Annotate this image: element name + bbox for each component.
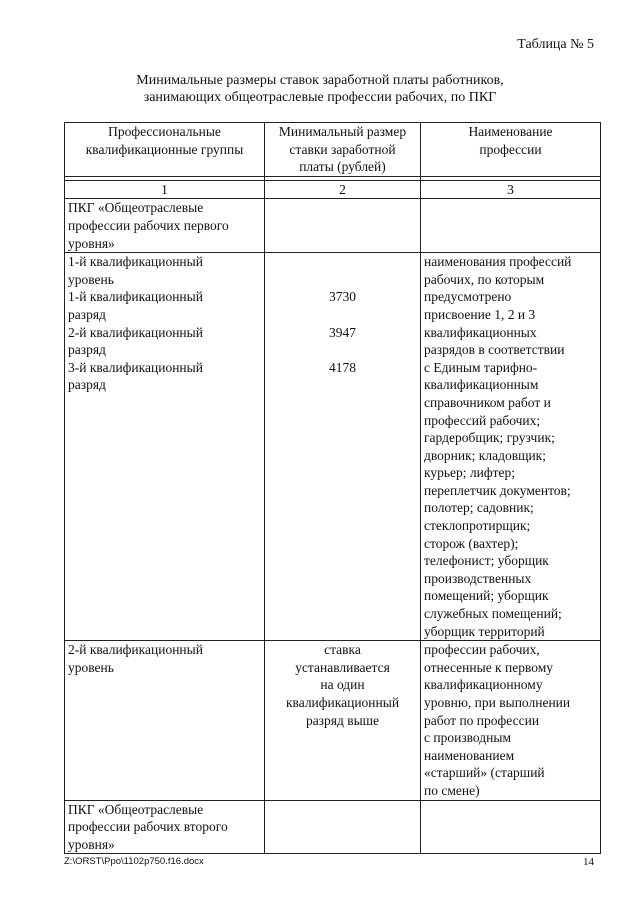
- profession-line: по смене): [424, 782, 480, 798]
- table-number: Таблица № 5: [517, 37, 594, 52]
- pkg2-name: [65, 800, 265, 854]
- profession-line: стеклопротирщик;: [424, 518, 531, 534]
- level1-group-line: уровень: [68, 271, 114, 287]
- profession-line: профессии рабочих,: [424, 642, 540, 658]
- level1-group-line: разряд: [68, 306, 106, 322]
- level1-group-line: 3-й квалификационный: [68, 359, 203, 375]
- column-number: 3: [421, 180, 601, 199]
- title-line: Минимальные размеры ставок заработной платы работников,: [136, 73, 504, 88]
- pkg1-name: [65, 199, 265, 253]
- profession-line: «старший» (старший: [424, 765, 545, 781]
- pkg1-empty-cell: [265, 199, 421, 253]
- table-row-level2: [65, 641, 601, 800]
- level1-group-line: 1-й квалификационный: [68, 254, 203, 270]
- column-number: 2: [265, 180, 421, 199]
- header-col3-line: Наименование: [468, 124, 553, 139]
- profession-line: разрядов в соответствии: [424, 342, 565, 358]
- header-col2-line: Минимальный размер: [278, 124, 407, 139]
- table-header-row: [65, 123, 601, 177]
- header-col3-line: профессии: [479, 141, 542, 157]
- level1-group-line: разряд: [68, 342, 106, 358]
- wage-note-line: на один: [320, 677, 365, 693]
- profession-line: уровню, при выполнении: [424, 695, 571, 710]
- header-col1-line: Профессиональные: [108, 124, 221, 139]
- profession-line: уборщик территорий: [424, 623, 545, 639]
- file-path: Z:\ORST\Ppo\1102p750.f16.docx: [64, 856, 204, 867]
- pkg1-line: ПКГ «Общеотраслевые: [68, 200, 204, 216]
- profession-line: курьер; лифтер;: [424, 465, 515, 481]
- header-col1: [65, 123, 265, 177]
- profession-line: предусмотрено: [424, 289, 512, 305]
- profession-line: профессий рабочих;: [424, 412, 541, 428]
- profession-line: справочником работ и: [424, 394, 551, 410]
- table-row-pkg1: [65, 199, 601, 253]
- pkg2-line: профессии рабочих второго: [68, 819, 228, 835]
- header-col3: [421, 123, 601, 177]
- profession-line: рабочих, по которым: [424, 271, 545, 287]
- profession-line: квалификационным: [424, 377, 539, 393]
- level2-professions: [421, 641, 601, 800]
- column-number-row: [65, 180, 601, 199]
- profession-line: гардеробщик; грузчик;: [424, 430, 555, 446]
- level1-group-line: 2-й квалификационный: [68, 324, 203, 340]
- wage-value: 3947: [329, 324, 356, 340]
- wage-note-line: квалификационный: [285, 695, 400, 710]
- level2-group-line: уровень: [68, 659, 114, 675]
- wage-value: 4178: [329, 359, 356, 375]
- header-col2-line: ставки заработной: [289, 141, 396, 157]
- level2-groups: [65, 641, 265, 800]
- profession-line: работ по профессии: [424, 712, 540, 728]
- wage-value: 3730: [329, 289, 356, 305]
- profession-line: дворник; кладовщик;: [424, 447, 546, 463]
- pkg2-line: ПКГ «Общеотраслевые: [68, 801, 204, 817]
- profession-line: служебных помещений;: [424, 606, 562, 622]
- document-title: [0, 72, 640, 106]
- profession-line: сторож (вахтер);: [424, 535, 519, 551]
- pkg2-empty-cell: [421, 800, 601, 854]
- level2-wage-note: [265, 641, 421, 800]
- profession-line: помещений; уборщик: [424, 588, 549, 604]
- level1-professions: [421, 253, 601, 641]
- profession-line: с производным: [424, 730, 511, 746]
- pkg1-line: уровня»: [68, 235, 115, 251]
- wage-note-line: ставка: [324, 642, 361, 658]
- level1-group-line: 1-й квалификационный: [68, 289, 203, 305]
- page-number: 14: [583, 856, 594, 868]
- wage-table: [64, 122, 601, 854]
- pkg1-line: профессии рабочих первого: [68, 217, 229, 233]
- profession-line: полотер; садовник;: [424, 500, 534, 516]
- header-col2-line: платы (рублей): [299, 159, 386, 175]
- level1-groups: [65, 253, 265, 641]
- header-col1-line: квалификационные группы: [85, 141, 244, 157]
- profession-line: квалификационных: [424, 324, 537, 340]
- profession-line: наименованием: [424, 747, 515, 763]
- profession-line: отнесенные к первому: [424, 659, 554, 675]
- column-number: 1: [65, 180, 265, 199]
- pkg2-empty-cell: [265, 800, 421, 854]
- level2-group-line: 2-й квалификационный: [68, 642, 203, 658]
- profession-line: присвоение 1, 2 и 3: [424, 306, 536, 322]
- wage-note-line: разряд выше: [305, 712, 380, 728]
- profession-line: наименования профессий: [424, 254, 572, 270]
- profession-line: производственных: [424, 570, 532, 586]
- profession-line: квалификационному: [424, 677, 543, 693]
- level1-group-line: разряд: [68, 377, 106, 393]
- table-row-level1: [65, 253, 601, 641]
- pkg1-empty-cell: [421, 199, 601, 253]
- table-row-pkg2: [65, 800, 601, 854]
- header-col2: [265, 123, 421, 177]
- wage-note-line: устанавливается: [295, 659, 390, 675]
- profession-line: переплетчик документов;: [424, 482, 571, 498]
- profession-line: с Единым тарифно-: [424, 359, 538, 375]
- profession-line: телефонист; уборщик: [424, 553, 549, 569]
- pkg2-line: уровня»: [68, 836, 115, 852]
- level1-wage-values: [265, 253, 421, 641]
- title-line: занимающих общеотраслевые профессии рабочих, по ПКГ: [143, 90, 497, 105]
